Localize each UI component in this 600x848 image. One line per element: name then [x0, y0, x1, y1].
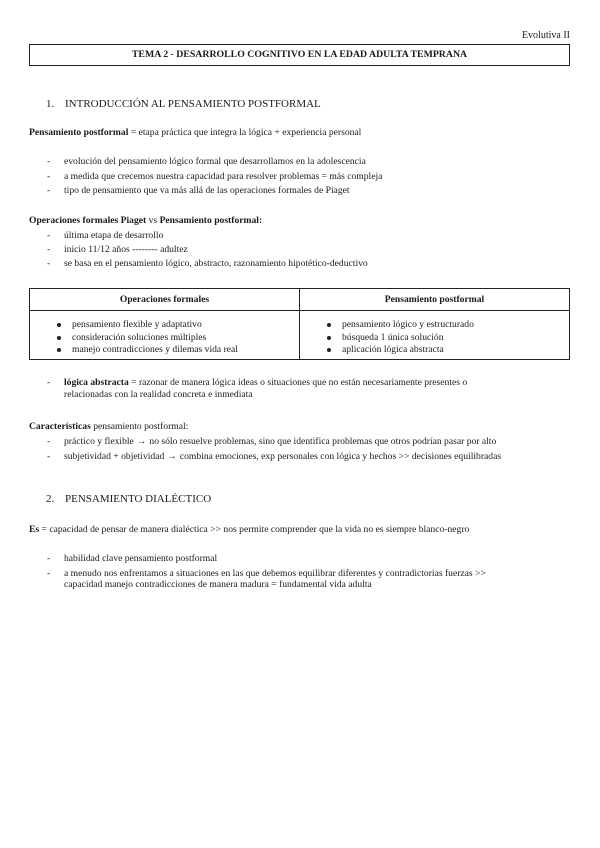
abstract-logic-point: [29, 377, 589, 401]
characteristic-name: subjetividad + objetividad: [64, 450, 165, 462]
definition-text: = etapa práctica que integra la lógica + experiencia personal: [128, 127, 362, 138]
section-2-title: PENSAMIENTO DIALÉCTICO: [65, 493, 212, 505]
characteristic-name: práctico y flexible: [64, 436, 134, 447]
dialectic-text: = capacidad de pensar de manera dialéctica >> nos permite comprender que la vida no es siempre blanco-negro: [39, 524, 470, 535]
arrow-right-icon: →: [136, 436, 147, 447]
abstract-logic-term: lógica abstracta: [64, 377, 129, 388]
abstract-logic-text: = razonar de manera lógica ideas o situaciones que no están necesariamente presentes o: [128, 377, 468, 388]
section-1-number: 1.: [46, 98, 55, 110]
list-item: - habilidad clave pensamiento postformal: [29, 553, 589, 567]
characteristic-description: combina emociones, exp personales con lógica y hechos >> decisiones equilibradas: [179, 450, 502, 462]
comparison-table: [29, 288, 570, 360]
section-2-number: 2.: [46, 493, 55, 505]
table-header: Operaciones formales: [30, 289, 299, 311]
table-cell-item: aplicación lógica abstracta: [300, 344, 569, 357]
list-item: - última etapa de desarrollo: [29, 230, 570, 244]
table-column-postformal: [299, 289, 569, 359]
table-header: Pensamiento postformal: [300, 289, 569, 311]
list-item: - evolución del pensamiento lógico formal que desarrollamos en la adolescencia: [29, 156, 570, 170]
table-cell-item: consideración soluciones múltiples: [30, 332, 299, 345]
dialectic-definition: [29, 524, 469, 536]
list-item: - a medida que crecemos nuestra capacidad para resolver problemas = más compleja: [29, 171, 570, 185]
table-list: [30, 319, 299, 357]
table-column-formal: [30, 289, 299, 359]
dialectic-term: Es: [29, 524, 40, 535]
definition-term: Pensamiento postformal: [29, 127, 129, 138]
list-item: [29, 451, 600, 465]
postformal-definition: [29, 127, 361, 139]
list-item-text-continued: capacidad manejo contradicciones de manera madura = fundamental vida adulta: [64, 579, 372, 590]
table-cell-item: búsqueda 1 única solución: [300, 332, 569, 345]
section-1-title: INTRODUCCIÓN AL PENSAMIENTO POSTFORMAL: [65, 98, 321, 110]
compare-vs: vs: [146, 215, 160, 226]
compare-term-2: Pensamiento postformal:: [159, 215, 263, 226]
compare-heading: [29, 215, 262, 227]
characteristic-description: no sólo resuelve problemas, sino que identifica problemas que otros podrían pasar por alto: [149, 436, 497, 447]
page-title: TEMA 2 - DESARROLLO COGNITIVO EN LA EDAD ADULTA TEMPRANA: [131, 49, 468, 61]
abstract-logic-text-continued: relacionadas con la realidad concreta e inmediata: [64, 388, 253, 400]
list-item: [29, 436, 600, 450]
list-item: [29, 568, 589, 591]
page-title-box: [29, 44, 570, 66]
characteristics-heading: [29, 421, 188, 433]
section-2-heading: [46, 493, 211, 506]
characteristics-list: [29, 436, 600, 465]
compare-term-1: Operaciones formales Piaget: [29, 215, 147, 226]
compare-points: [29, 230, 570, 272]
list-item: - tipo de pensamiento que va más allá de las operaciones formales de Piaget: [29, 185, 570, 199]
arrow-right-icon: →: [167, 450, 177, 462]
list-item-text: a menudo nos enfrentamos a situaciones en las que debemos equilibrar diferentes y contradictorias fuerzas >>: [64, 567, 486, 579]
course-label: Evolutiva II: [521, 30, 570, 41]
list-item: - inicio 11/12 años -------- adultez: [29, 244, 570, 258]
table-cell-item: manejo contradicciones y dilemas vida real: [30, 344, 299, 357]
list-item: [29, 377, 589, 400]
table-list: [300, 319, 569, 357]
characteristics-text: pensamiento postformal:: [90, 421, 189, 432]
dialectic-points: [29, 553, 589, 591]
table-cell-item: pensamiento lógico y estructurado: [300, 319, 569, 332]
list-item: - se basa en el pensamiento lógico, abstracto, razonamiento hipotético-deductivo: [29, 258, 570, 272]
postformal-points: [29, 156, 570, 200]
table-cell-item: pensamiento flexible y adaptativo: [30, 319, 299, 332]
characteristics-term: Características: [29, 421, 91, 432]
section-1-heading: [46, 98, 321, 111]
